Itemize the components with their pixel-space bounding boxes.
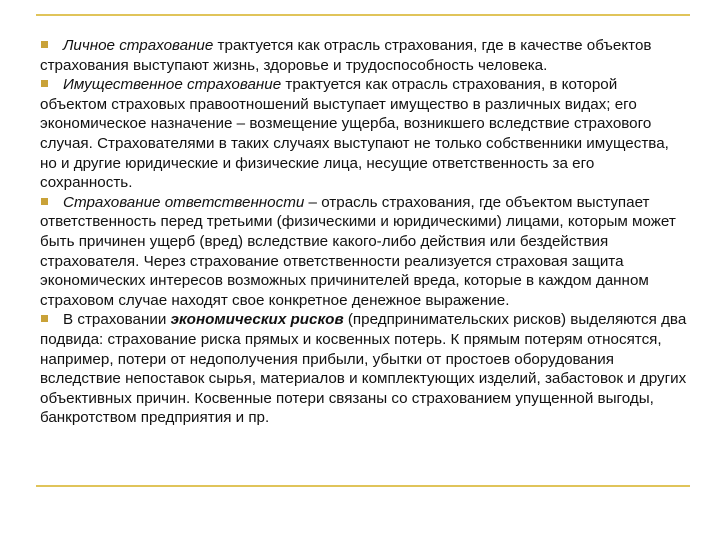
paragraph-personal-insurance: [40, 36, 688, 75]
paragraph-text: – отрасль страхования, где объектом выступает ответственность перед третьими (физическими и юридическими) лицами, которым может быть причинен ущерб (вред) вследствие какого-либо действия или бездействия страхователя. Через страхование ответственности реализуется страховая защита экономических интересов возможных причинителей вреда, которые в каждом данном страховом случае находят свое конкретное денежное выражение.: [40, 193, 676, 309]
paragraph-text: трактуется как отрасль страхования, в которой объектом страховых правоотношений выступает имущество в различных видах; его экономическое назначение – возмещение ущерба, возникшего вследствие страхового случая. Страхователями в таких случаях выступают не только собственники имущества, но и другие юридические и физические лица, несущие ответственность за его сохранность.: [40, 76, 669, 192]
term-personal-insurance: Личное страхование: [63, 37, 214, 54]
square-bullet-icon: [41, 315, 48, 322]
slide-body: [40, 36, 688, 428]
square-bullet-icon: [41, 80, 48, 87]
top-rule: [36, 14, 690, 16]
paragraph-text: (предпринимательских рисков) выделяются два подвида: страхование риска прямых и косвенных потерь. К прямым потерям относятся, например, потери от недополучения прибыли, убытки от простоев оборудования вследствие непоставок сырья, материалов и комплектующих изделий, забастовок и других объективных причин. Косвенные потери связаны со страхованием упущенной выгоды, банкротством предприятия и пр.: [40, 311, 687, 427]
paragraph-text: трактуется как отрасль страхования, где в качестве объектов страхования выступают жизнь, здоровье и трудоспособность человека.: [40, 37, 652, 74]
term-economic-risks: экономических рисков: [170, 311, 344, 329]
bottom-rule: [36, 485, 690, 487]
term-liability-insurance: Страхование ответственности: [63, 193, 305, 211]
term-property-insurance: Имущественное страхование: [63, 76, 282, 94]
square-bullet-icon: [41, 198, 48, 205]
paragraph-liability-insurance: [40, 193, 688, 311]
paragraph-property-insurance: [40, 75, 688, 193]
paragraph-economic-risks: [40, 310, 688, 428]
square-bullet-icon: [41, 41, 48, 48]
paragraph-lead: В страховании: [63, 311, 171, 329]
